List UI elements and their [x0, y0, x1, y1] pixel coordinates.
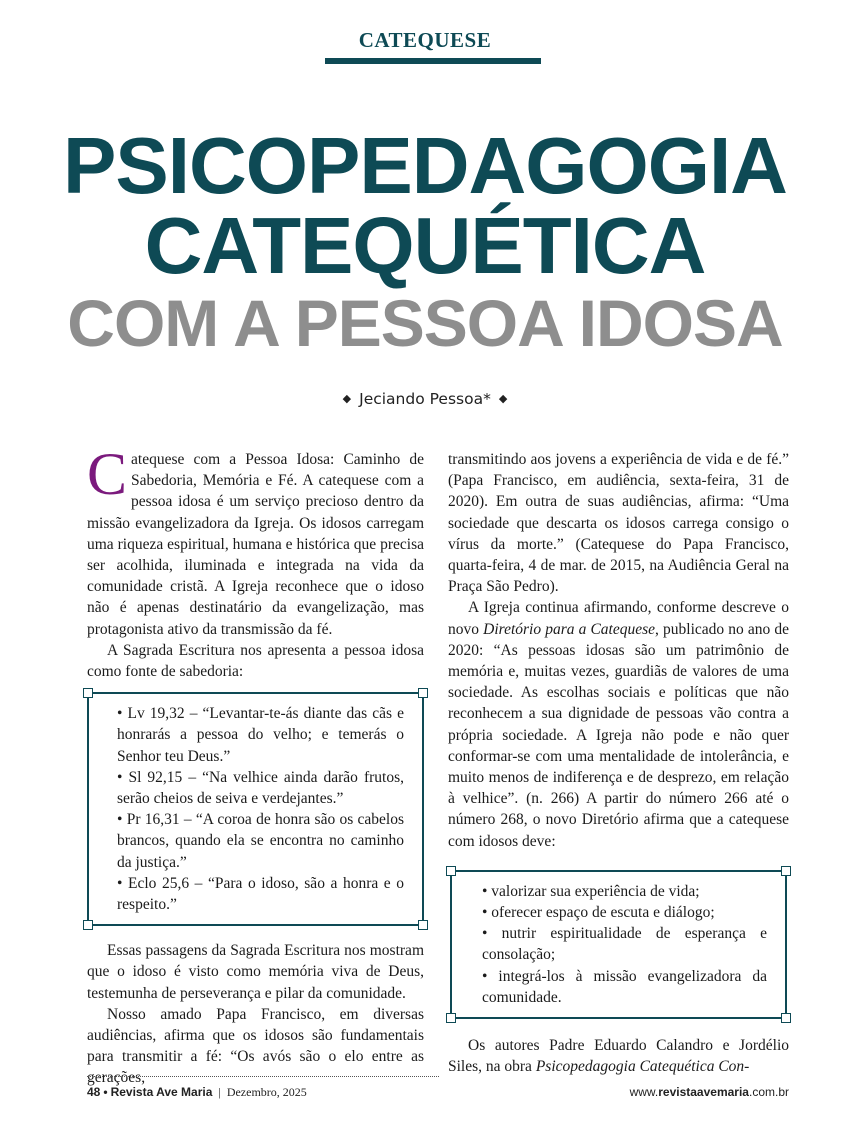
quote-item: • Lv 19,32 – “Levantar-te-ás diante das cãs e honrarás a pessoa do velho; e temerás o Senhor teu Deus.”: [117, 705, 404, 765]
paragraph: [448, 1035, 789, 1077]
paragraph: Essas passagens da Sagrada Escritura nos mostram que o idoso é visto como memória viva de Deus, testemunha de perseverança e pilar da comunidade.: [87, 942, 424, 1002]
footer-divider: [87, 1076, 439, 1077]
page-number: 48: [87, 1085, 101, 1099]
corner-ornament: [781, 1013, 791, 1023]
book-title: Psicopedagogia Catequética Con-: [535, 1058, 750, 1076]
footer-bullet: •: [103, 1085, 108, 1099]
magazine-name: Revista Ave Maria: [110, 1085, 213, 1099]
section-label: CATEQUESE: [358, 28, 492, 52]
text-run: , publicado no ano de 2020: “As pessoas idosas são um patrimônio de memória e, muitas vezes, guardiãs de valores de uma sociedade. As escolhas sociais e políticas que não reconhecem a sua dignidade de pessoas vão contra a própria sociedade. A Igreja não pode e não quer conformar-se com uma mentalidade de intolerância, e muito menos de indiferença e de desprezo, em relação à velhice”. (n. 266) A partir do número 266 até o número 268, o novo Diretório afirma que a catequese com idosos deve:: [448, 620, 789, 850]
list-item: • integrá-los à missão evangelizadora da comunidade.: [482, 967, 767, 1006]
text-run: A Igreja continua afirmando, conforme descreve o novo: [448, 599, 789, 638]
url-prefix: www.: [629, 1085, 659, 1099]
quote-item: • Pr 16,31 – “A coroa de honra são os cabelos brancos, quando ela se encontra no caminho da justiça.”: [117, 811, 404, 871]
title-line-2: CATEQUÉTICA: [144, 201, 706, 290]
url-suffix: .com.br: [748, 1085, 789, 1099]
corner-ornament: [446, 866, 456, 876]
diamond-ornament-right: ◆: [498, 392, 508, 405]
author-name: Jeciando Pessoa*: [359, 390, 491, 408]
paragraph: [448, 597, 789, 851]
catechesis-goals-box: [450, 870, 787, 1019]
quote-item: • Sl 92,15 – “Na velhice ainda darão frutos, serão cheios de seiva e verdejantes.”: [117, 768, 404, 808]
footer-separator: |: [218, 1085, 221, 1099]
corner-ornament: [418, 920, 428, 930]
list-item: • valorizar sua experiência de vida;: [482, 882, 700, 900]
text-run: Os autores Padre Eduardo Calandro e Jordélio Siles, na obra: [448, 1037, 789, 1076]
diamond-ornament-left: ◆: [342, 392, 352, 405]
paragraph-intro: [87, 441, 424, 640]
byline: [0, 390, 850, 408]
quote-item: • Eclo 25,6 – “Para o idoso, são a honra e o respeito.”: [117, 874, 404, 914]
corner-ornament: [83, 920, 93, 930]
paragraph-intro-text: atequese com a Pessoa Idosa: Caminho de Sabedoria, Memória e Fé. A catequese com a pessoa idosa é um serviço precioso dentro da missão evangelizadora da Igreja. Os idosos carregam uma riqueza espiritual, humana e histórica que precisa ser acolhida, iluminada e integrada na vida da comunidade cristã. A Igreja reconhece que o idoso não é apenas destinatário da evangelização, mas protagonista ativo da transmissão da fé.: [87, 451, 424, 638]
url-brand: revistaavemaria: [658, 1085, 749, 1099]
issue-date: Dezembro, 2025: [226, 1085, 307, 1099]
corner-ornament: [83, 688, 93, 698]
scripture-quotes-box: [87, 692, 424, 926]
title-line-1: PSICOPEDAGOGIA: [63, 121, 787, 210]
paragraph: A Sagrada Escritura nos apresenta a pessoa idosa como fonte de sabedoria:: [87, 641, 424, 681]
website-link[interactable]: [0, 1085, 789, 1099]
column-right: [448, 449, 789, 1077]
corner-ornament: [781, 866, 791, 876]
corner-ornament: [418, 688, 428, 698]
paragraph: Nosso amado Papa Francisco, em diversas audiências, afirma que os idosos são fundamentais para transmitir a fé: “Os avós são o elo entre as gerações,: [87, 1005, 424, 1087]
drop-cap: C: [87, 441, 128, 507]
book-title: Diretório para a Catequese: [483, 620, 656, 638]
title-line-3: COM A PESSOA IDOSA: [67, 286, 783, 360]
column-left: [87, 441, 424, 1089]
list-item: • nutrir espiritualidade de esperança e consolação;: [482, 925, 767, 964]
list-item: • oferecer espaço de escuta e diálogo;: [482, 904, 715, 922]
corner-ornament: [446, 1013, 456, 1023]
paragraph: transmitindo aos jovens a experiência de vida e de fé.” (Papa Francisco, em audiência, sexta-feira, 31 de 2020). Em outra de suas audiências, afirma: “Uma sociedade que descarta os idosos carrega consigo o vírus da morte.” (Catequese do Papa Francisco, quarta-feira, 4 de mar. de 2015, na Audiência Geral na Praça São Pedro).: [448, 451, 789, 596]
section-underline: [325, 58, 541, 64]
